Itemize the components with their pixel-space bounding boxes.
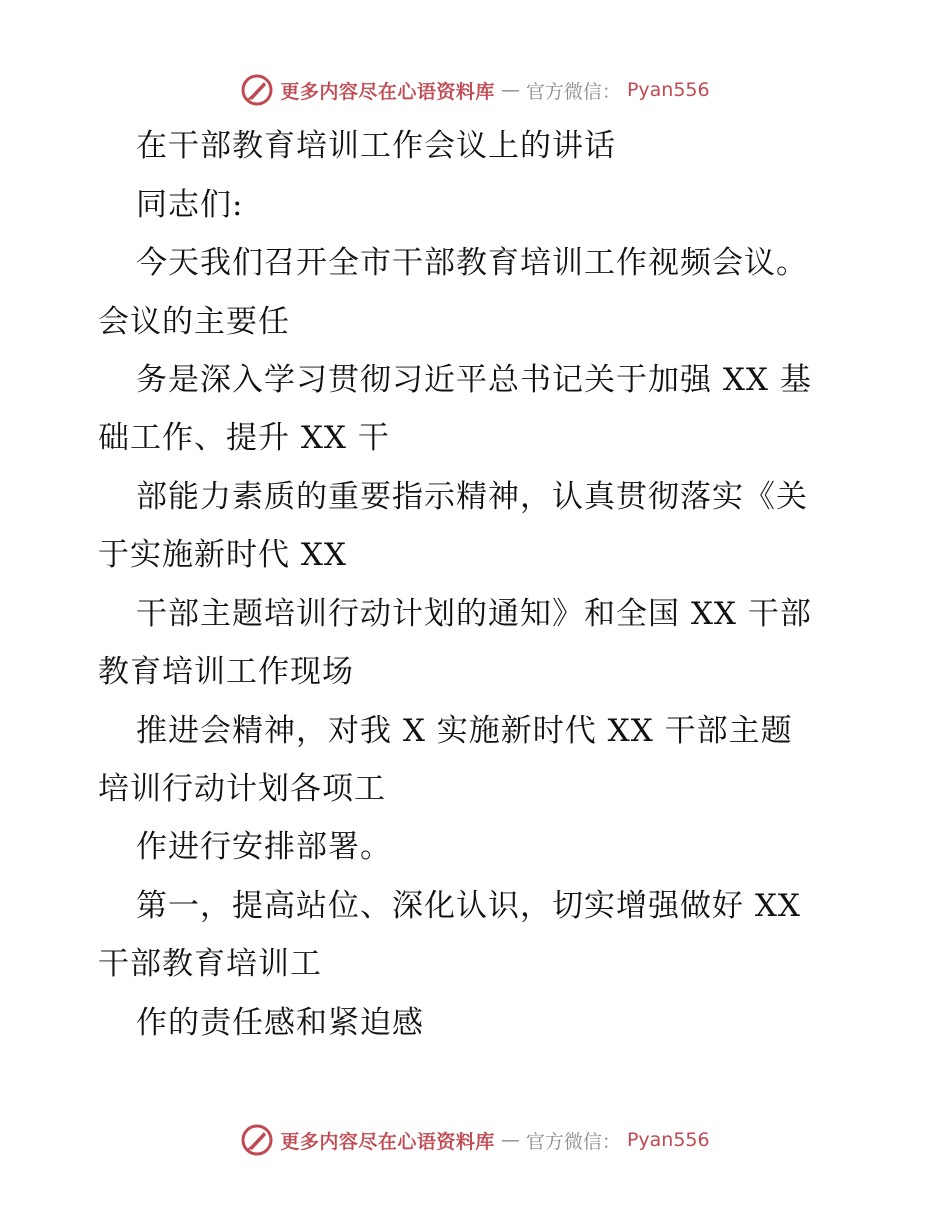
paragraph-line: 教育培训工作现场 [98,654,354,690]
watermark-separator: — [500,1129,520,1151]
watermark-separator: — [500,79,520,101]
paragraph-line: 部能力素质的重要指示精神，认真贯彻落实《关 [136,479,808,515]
document-title: 在干部教育培训工作会议上的讲话 [136,128,616,164]
watermark-label: 官方微信： [525,80,621,103]
watermark-id: Pyan556 [626,79,710,101]
watermark-text: 更多内容尽在心语资料库 [280,1130,495,1153]
watermark-text: 更多内容尽在心语资料库 [280,80,495,103]
paragraph-line: 作的责任感和紧迫感 [136,1005,424,1041]
paragraph-line: 培训行动计划各项工 [98,771,386,807]
paragraph-line: 第一，提高站位、深化认识，切实增强做好 XX [136,888,801,924]
paragraph-line: 推进会精神，对我 X 实施新时代 XX 干部主题 [136,713,793,749]
paragraph-line: 于实施新时代 XX [98,537,347,573]
paragraph-line: 础工作、提升 XX 干 [98,420,390,456]
salutation: 同志们: [136,187,244,223]
footer-watermark [0,1120,950,1160]
watermark-label: 官方微信： [525,1130,621,1153]
paragraph-line: 会议的主要任 [98,304,290,340]
header-watermark [0,70,950,110]
paragraph-line: 务是深入学习贯彻习近平总书记关于加强 XX 基 [136,362,812,398]
watermark-id: Pyan556 [626,1129,710,1151]
paragraph-line: 作进行安排部署。 [136,829,392,865]
paragraph-line: 今天我们召开全市干部教育培训工作视频会议。 [136,245,808,281]
paragraph-line: 干部教育培训工 [98,946,322,982]
quill-logo-icon [240,1123,274,1157]
paragraph-line: 干部主题培训行动计划的通知》和全国 XX 干部 [136,596,812,632]
quill-logo-icon [240,73,274,107]
